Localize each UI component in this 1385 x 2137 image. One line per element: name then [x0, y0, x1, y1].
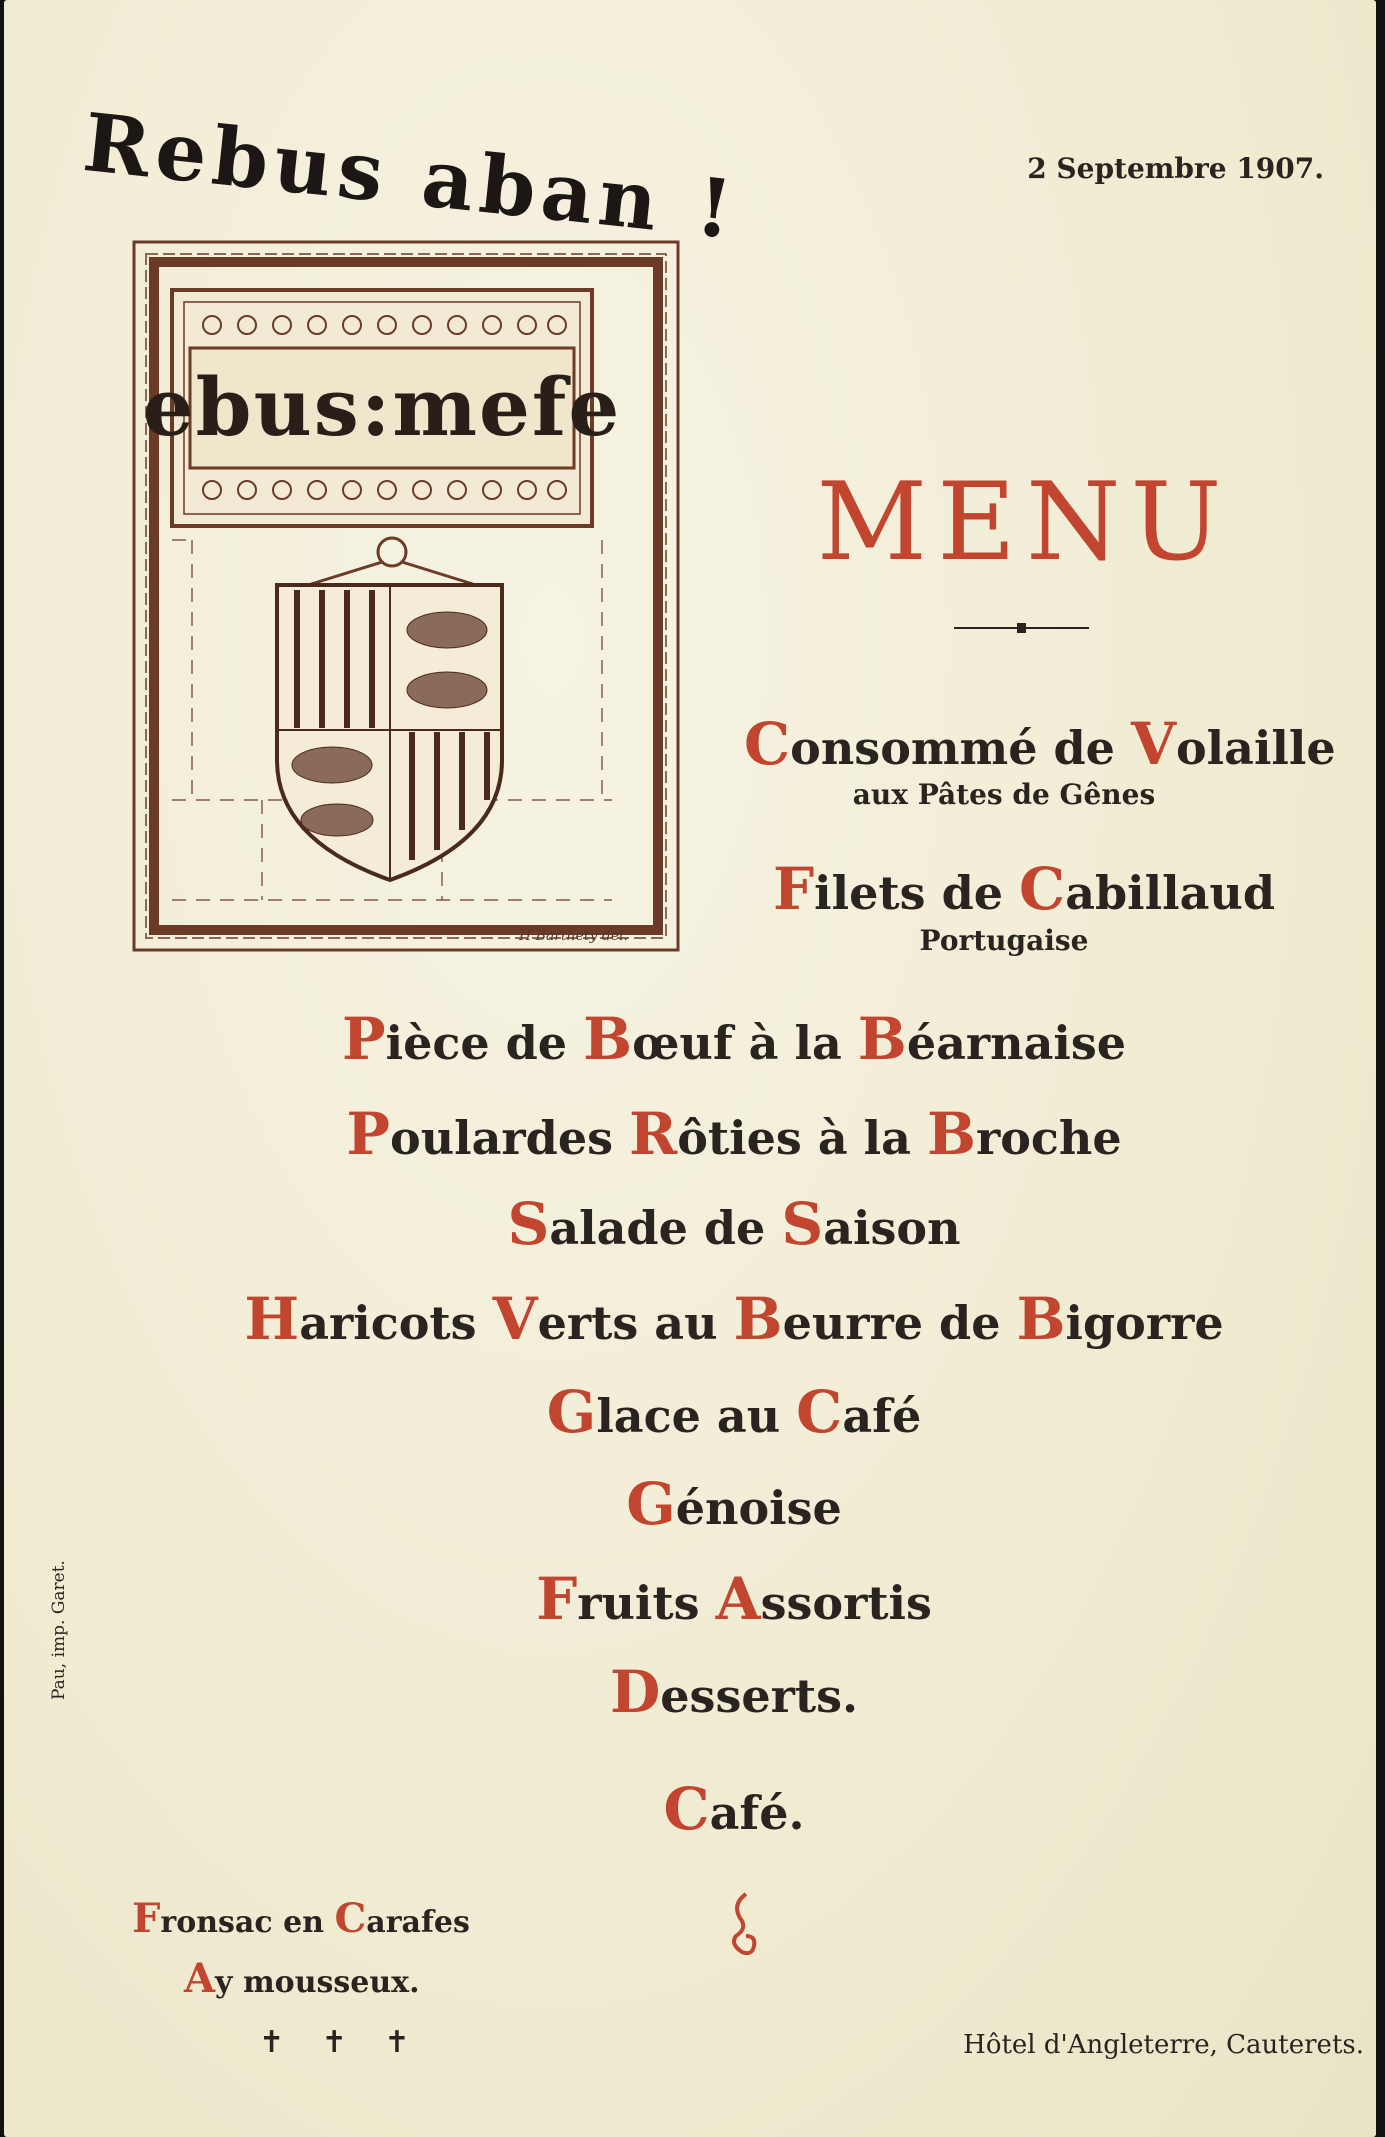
dish-haricots: Haricots Verts au Beurre de Bigorre [244, 1285, 1224, 1353]
dish-filets: Filets de Cabillaud [772, 855, 1275, 923]
crosses: ✝ ✝ ✝ [259, 2025, 424, 2060]
title-divider [954, 618, 1089, 638]
dish-fruits: Fruits Assortis [536, 1565, 932, 1633]
dish-poulardes: Poulardes Rôties à la Broche [346, 1100, 1122, 1168]
dish-cafe: Café. [663, 1775, 805, 1843]
wine-fronsac: Fronsac en Carafes [132, 1895, 470, 1942]
motto: Rebus aban ! [79, 95, 743, 258]
menu-date: 2 Septembre 1907. [1027, 152, 1324, 185]
printer-credit: Pau, imp. Garet. [49, 1560, 69, 1700]
dish-desserts: Desserts. [609, 1658, 859, 1726]
dish-boeuf: Pièce de Bœuf à la Béarnaise [341, 1005, 1127, 1073]
banner-inscription: ebus:mefe [142, 360, 622, 454]
dish-consomme-sub: aux Pâtes de Gênes [852, 778, 1156, 811]
coat-of-arms-illustration [132, 240, 680, 952]
menu-title: MENU [816, 460, 1232, 585]
dish-salade: Salade de Saison [507, 1190, 961, 1258]
dish-glace: Glace au Café [546, 1378, 922, 1446]
dish-genoise: Génoise [626, 1470, 842, 1538]
dish-filets-sub: Portugaise [919, 924, 1089, 957]
illustration-credit: H Barthety del. [519, 928, 629, 944]
hotel-name: Hôtel d'Angleterre, Cauterets. [963, 2030, 1364, 2060]
menu-card [4, 0, 1376, 2137]
wine-ay: Ay mousseux. [184, 1955, 420, 2002]
flourish-ornament [726, 1890, 766, 1960]
dish-consomme: Consommé de Volaille [744, 710, 1336, 778]
